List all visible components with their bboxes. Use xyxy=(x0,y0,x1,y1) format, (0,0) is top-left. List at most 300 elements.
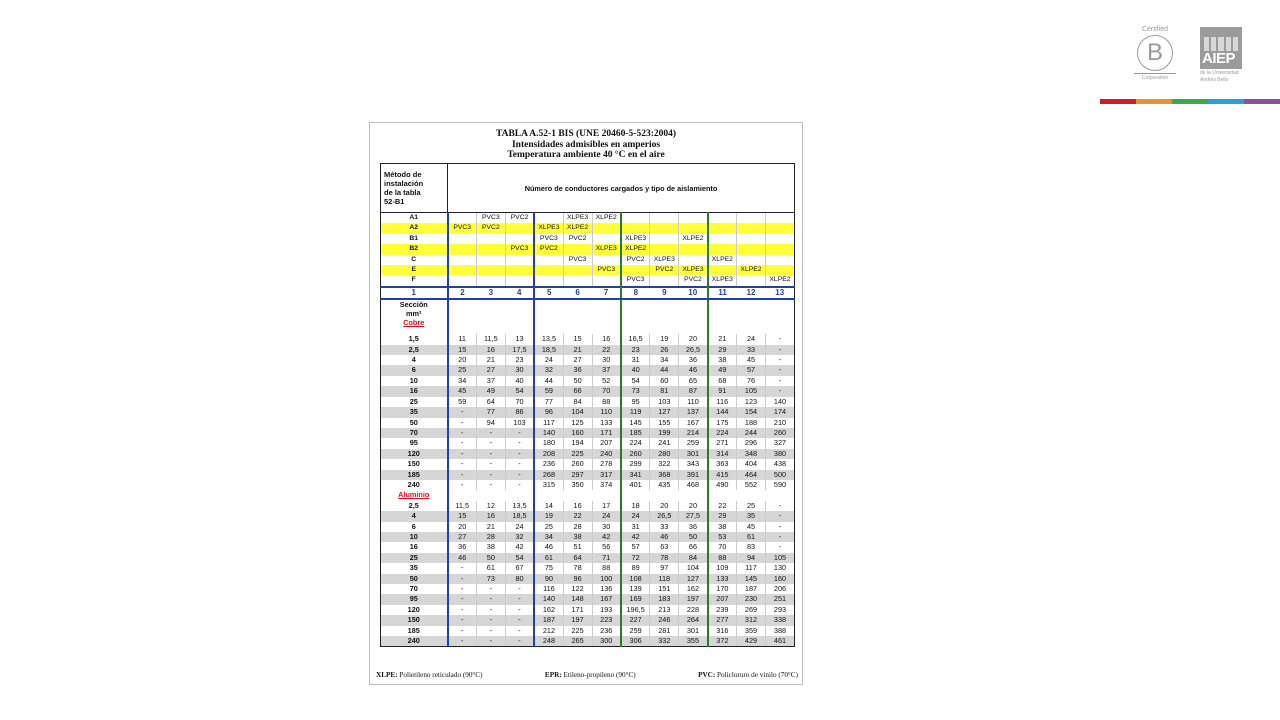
table-cell: 167 xyxy=(592,594,621,604)
table-cell: 4 xyxy=(381,355,448,365)
table-row xyxy=(381,532,795,542)
table-cell: 77 xyxy=(476,407,505,417)
table-cell: 50 xyxy=(679,532,708,542)
table-cell: 46 xyxy=(650,532,679,542)
table-cell: 194 xyxy=(563,438,592,448)
table-cell: 26,5 xyxy=(650,511,679,521)
table-cell xyxy=(448,299,477,334)
table-cell: 171 xyxy=(563,605,592,615)
table-cell: XLPE3 xyxy=(563,213,592,224)
table-cell: 16 xyxy=(476,511,505,521)
table-cell: 108 xyxy=(621,574,650,584)
bcorp-certified-text: Certified xyxy=(1141,26,1169,33)
table-cell: - xyxy=(476,480,505,490)
table-cell: 120 xyxy=(381,449,448,459)
table-cell: E xyxy=(381,265,448,275)
table-cell: 490 xyxy=(708,480,737,490)
table-cell xyxy=(448,490,477,500)
table-cell: 37 xyxy=(592,365,621,375)
table-cell: PVC2 xyxy=(505,213,534,224)
table-cell: 269 xyxy=(737,605,766,615)
table-cell: 20 xyxy=(679,501,708,511)
table-cell: 42 xyxy=(592,532,621,542)
table-cell: 29 xyxy=(708,511,737,521)
table-cell xyxy=(708,213,737,224)
table-cell: 380 xyxy=(765,449,794,459)
table-cell: 50 xyxy=(563,376,592,386)
table-cell: 84 xyxy=(563,397,592,407)
table-cell: - xyxy=(448,480,477,490)
table-cell: PVC3 xyxy=(505,244,534,254)
table-cell: - xyxy=(505,470,534,480)
table-cell xyxy=(621,223,650,233)
table-cell: 25 xyxy=(381,397,448,407)
table-cell: 240 xyxy=(592,449,621,459)
table-cell: 16 xyxy=(381,386,448,396)
table-cell xyxy=(765,223,794,233)
table-cell: 167 xyxy=(679,418,708,428)
table-cell: 24 xyxy=(621,511,650,521)
table-cell: 24 xyxy=(534,355,563,365)
table-cell: 70 xyxy=(381,584,448,594)
bcorp-b-icon: B xyxy=(1137,35,1173,71)
table-cell xyxy=(534,255,563,265)
table-cell: - xyxy=(476,605,505,615)
table-cell: 81 xyxy=(650,386,679,396)
table-row xyxy=(381,428,795,438)
table-cell: - xyxy=(448,428,477,438)
copper-label: Cobre xyxy=(403,318,425,328)
table-cell: 67 xyxy=(505,563,534,573)
table-cell: 4 xyxy=(505,287,534,299)
table-cell: 10 xyxy=(381,532,448,542)
table-cell: 4 xyxy=(381,511,448,521)
table-cell: 21 xyxy=(563,345,592,355)
table-row xyxy=(381,407,795,417)
table-cell: 139 xyxy=(621,584,650,594)
table-row xyxy=(381,376,795,386)
table-row xyxy=(381,615,795,625)
table-row xyxy=(381,594,795,604)
table-cell: - xyxy=(765,355,794,365)
table-cell: 53 xyxy=(708,532,737,542)
table-cell: 306 xyxy=(621,636,650,647)
table-cell xyxy=(679,255,708,265)
table-cell: - xyxy=(765,345,794,355)
table-cell: 30 xyxy=(505,365,534,375)
table-cell: - xyxy=(505,584,534,594)
table-cell: 29 xyxy=(708,345,737,355)
table-cell xyxy=(563,299,592,334)
table-cell: 73 xyxy=(476,574,505,584)
table-cell: 388 xyxy=(765,626,794,636)
table-cell: 103 xyxy=(505,418,534,428)
table-row xyxy=(381,584,795,594)
table-cell: PVC3 xyxy=(476,213,505,224)
table-cell: XLPE2 xyxy=(592,213,621,224)
table-cell: 197 xyxy=(679,594,708,604)
table-cell: 415 xyxy=(708,470,737,480)
table-cell xyxy=(476,490,505,500)
table-cell: 66 xyxy=(563,386,592,396)
table-cell: 91 xyxy=(708,386,737,396)
table-cell: - xyxy=(476,594,505,604)
table-cell: 42 xyxy=(621,532,650,542)
table-cell: 25 xyxy=(737,501,766,511)
table-cell: 259 xyxy=(679,438,708,448)
table-cell: 133 xyxy=(708,574,737,584)
table-cell: 160 xyxy=(563,428,592,438)
table-cell xyxy=(765,244,794,254)
table-cell: 22 xyxy=(592,345,621,355)
table-cell: 27 xyxy=(476,365,505,375)
table-cell: 196,5 xyxy=(621,605,650,615)
table-cell: 464 xyxy=(737,470,766,480)
table-cell: 19 xyxy=(650,334,679,344)
table-cell: 391 xyxy=(679,470,708,480)
table-cell: 140 xyxy=(534,594,563,604)
table-cell: PVC2 xyxy=(650,265,679,275)
table-row xyxy=(381,636,795,647)
table-cell: 15 xyxy=(448,511,477,521)
table-cell: 271 xyxy=(708,438,737,448)
table-cell: 122 xyxy=(563,584,592,594)
table-cell xyxy=(476,255,505,265)
table-cell xyxy=(621,490,650,500)
method-row xyxy=(381,213,795,224)
table-cell: 37 xyxy=(476,376,505,386)
table-cell: 105 xyxy=(765,553,794,563)
table-cell: 18,5 xyxy=(534,345,563,355)
table-cell xyxy=(534,490,563,500)
table-cell: 61 xyxy=(737,532,766,542)
table-cell: 278 xyxy=(592,459,621,469)
table-cell xyxy=(679,490,708,500)
table-cell: 104 xyxy=(679,563,708,573)
table-cell: 127 xyxy=(650,407,679,417)
table-cell: 80 xyxy=(505,574,534,584)
table-cell xyxy=(563,275,592,286)
table-row xyxy=(381,470,795,480)
table-row xyxy=(381,501,795,511)
table-cell: 2,5 xyxy=(381,501,448,511)
table-cell: - xyxy=(505,626,534,636)
table-cell: 17 xyxy=(592,501,621,511)
accent-color-bar xyxy=(1100,99,1280,104)
table-row xyxy=(381,522,795,532)
table-cell: 174 xyxy=(765,407,794,417)
table-cell: PVC3 xyxy=(534,234,563,244)
table-row xyxy=(381,459,795,469)
table-cell xyxy=(765,490,794,500)
table-cell: XLPE2 xyxy=(737,265,766,275)
table-cell: PVC3 xyxy=(592,265,621,275)
table-cell: 227 xyxy=(621,615,650,625)
table-cell: 162 xyxy=(534,605,563,615)
table-cell: - xyxy=(448,459,477,469)
table-cell: 40 xyxy=(505,376,534,386)
table-cell: 70 xyxy=(708,542,737,552)
table-cell xyxy=(505,223,534,233)
table-cell: 54 xyxy=(621,376,650,386)
table-cell: 468 xyxy=(679,480,708,490)
table-cell: 27,5 xyxy=(679,511,708,521)
table-cell xyxy=(650,213,679,224)
table-cell xyxy=(679,244,708,254)
table-cell: B1 xyxy=(381,234,448,244)
table-cell: 49 xyxy=(708,365,737,375)
table-cell: 15 xyxy=(563,334,592,344)
table-cell xyxy=(505,234,534,244)
table-row xyxy=(381,542,795,552)
table-cell: 28 xyxy=(476,532,505,542)
table-cell: - xyxy=(505,615,534,625)
table-cell xyxy=(621,265,650,275)
table-cell: 34 xyxy=(448,376,477,386)
table-cell xyxy=(505,265,534,275)
table-cell: 70 xyxy=(592,386,621,396)
table-cell xyxy=(476,299,505,334)
table-row xyxy=(381,605,795,615)
table-cell: 20 xyxy=(448,355,477,365)
table-cell: 193 xyxy=(592,605,621,615)
table-cell: 49 xyxy=(476,386,505,396)
table-cell: 16 xyxy=(381,542,448,552)
table-cell: 210 xyxy=(765,418,794,428)
table-cell: 116 xyxy=(708,397,737,407)
table-cell: 11 xyxy=(448,334,477,344)
table-cell: 170 xyxy=(708,584,737,594)
table-cell: 317 xyxy=(592,470,621,480)
table-cell: - xyxy=(476,459,505,469)
table-row xyxy=(381,386,795,396)
table-cell xyxy=(679,213,708,224)
bcorp-logo xyxy=(1134,26,1176,84)
table-cell xyxy=(505,299,534,334)
table-cell: 6 xyxy=(563,287,592,299)
table-cell: 241 xyxy=(650,438,679,448)
table-cell: 1 xyxy=(381,287,448,299)
table-cell: 50 xyxy=(476,553,505,563)
table-cell: 30 xyxy=(592,522,621,532)
table-cell: 78 xyxy=(563,563,592,573)
table-cell xyxy=(592,299,621,334)
aiep-sub2: Andrés Bello xyxy=(1200,77,1229,83)
table-cell: 17,5 xyxy=(505,345,534,355)
table-cell: PVC2 xyxy=(621,255,650,265)
table-cell: 187 xyxy=(534,615,563,625)
table-cell: 13,5 xyxy=(505,501,534,511)
table-cell: A2 xyxy=(381,223,448,233)
table-cell: 97 xyxy=(650,563,679,573)
table-cell: 35 xyxy=(381,407,448,417)
table-cell: 150 xyxy=(381,459,448,469)
table-cell: 96 xyxy=(563,574,592,584)
table-cell: - xyxy=(765,376,794,386)
table-cell: XLPE2 xyxy=(708,255,737,265)
table-cell: 438 xyxy=(765,459,794,469)
table-row xyxy=(381,397,795,407)
table-cell: 212 xyxy=(534,626,563,636)
table-cell: 297 xyxy=(563,470,592,480)
table-cell: 314 xyxy=(708,449,737,459)
table-cell: 246 xyxy=(650,615,679,625)
table-title xyxy=(370,129,802,161)
table-cell: 185 xyxy=(381,470,448,480)
table-cell: 38 xyxy=(708,355,737,365)
table-cell: 244 xyxy=(737,428,766,438)
table-cell: 44 xyxy=(650,365,679,375)
table-cell: 169 xyxy=(621,594,650,604)
table-cell: 88 xyxy=(592,563,621,573)
table-cell: - xyxy=(765,365,794,375)
table-cell: 45 xyxy=(737,355,766,365)
table-cell: 175 xyxy=(708,418,737,428)
table-cell xyxy=(476,265,505,275)
table-cell: XLPE3 xyxy=(708,275,737,286)
table-cell: 21 xyxy=(476,522,505,532)
table-cell: 119 xyxy=(621,407,650,417)
table-cell: 88 xyxy=(708,553,737,563)
table-cell: 20 xyxy=(650,501,679,511)
section-label: Sección xyxy=(399,300,428,310)
table-cell: 27 xyxy=(448,532,477,542)
table-cell: - xyxy=(476,449,505,459)
column-number-row xyxy=(381,287,795,299)
table-cell: 50 xyxy=(381,574,448,584)
table-cell: 25 xyxy=(448,365,477,375)
table-row xyxy=(381,449,795,459)
table-cell: 140 xyxy=(534,428,563,438)
table-cell: 35 xyxy=(737,511,766,521)
table-cell: 10 xyxy=(381,376,448,386)
aiep-sub1: de la Universidad xyxy=(1200,70,1239,76)
table-cell: 110 xyxy=(592,407,621,417)
table-cell: - xyxy=(448,584,477,594)
table-cell: 429 xyxy=(737,636,766,647)
table-cell xyxy=(563,265,592,275)
table-cell: 125 xyxy=(563,418,592,428)
method-row xyxy=(381,234,795,244)
table-cell: - xyxy=(505,449,534,459)
table-cell: 144 xyxy=(708,407,737,417)
section-unit: mm² xyxy=(406,309,422,319)
table-cell: 315 xyxy=(534,480,563,490)
table-cell: 251 xyxy=(765,594,794,604)
table-cell: 40 xyxy=(621,365,650,375)
table-cell: 70 xyxy=(381,428,448,438)
table-cell: - xyxy=(505,438,534,448)
table-cell xyxy=(505,490,534,500)
header-method-cell: Método de instalación de la tabla 52-B1 xyxy=(381,164,448,213)
table-cell: 18,5 xyxy=(505,511,534,521)
table-row xyxy=(381,345,795,355)
table-cell: 236 xyxy=(534,459,563,469)
table-row xyxy=(381,553,795,563)
table-cell: 64 xyxy=(476,397,505,407)
table-cell: 83 xyxy=(737,542,766,552)
table-cell: 160 xyxy=(765,574,794,584)
table-cell: 355 xyxy=(679,636,708,647)
table-cell xyxy=(592,223,621,233)
table-cell: 280 xyxy=(650,449,679,459)
table-cell: 38 xyxy=(708,522,737,532)
table-cell: 327 xyxy=(765,438,794,448)
aluminium-label-row xyxy=(381,490,795,500)
table-cell: 16 xyxy=(563,501,592,511)
table-cell: 54 xyxy=(505,386,534,396)
table-cell: 94 xyxy=(737,553,766,563)
table-cell: 46 xyxy=(679,365,708,375)
table-cell: 60 xyxy=(650,376,679,386)
table-cell: 225 xyxy=(563,449,592,459)
table-cell: 116 xyxy=(534,584,563,594)
table-cell: 3 xyxy=(476,287,505,299)
table-cell: 24 xyxy=(592,511,621,521)
table-cell xyxy=(708,265,737,275)
table-cell: XLPE2 xyxy=(563,223,592,233)
table-cell: 73 xyxy=(621,386,650,396)
table-cell xyxy=(534,299,563,334)
title-line-2: Intensidades admisibles en amperios xyxy=(511,139,661,150)
aluminium-label-cell xyxy=(381,490,448,500)
table-cell: 96 xyxy=(534,407,563,417)
table-cell: - xyxy=(448,615,477,625)
table-cell: 104 xyxy=(563,407,592,417)
table-cell: 230 xyxy=(737,594,766,604)
table-cell: 45 xyxy=(737,522,766,532)
table-cell: - xyxy=(448,636,477,647)
table-cell: 57 xyxy=(621,542,650,552)
table-cell: 21 xyxy=(708,334,737,344)
table-cell: 18 xyxy=(621,501,650,511)
table-cell: 34 xyxy=(650,355,679,365)
table-cell: 38 xyxy=(476,542,505,552)
table-cell: 63 xyxy=(650,542,679,552)
table-cell: 2 xyxy=(448,287,477,299)
table-cell: 236 xyxy=(592,626,621,636)
table-cell: 133 xyxy=(592,418,621,428)
table-cell xyxy=(448,213,477,224)
table-cell: XLPE3 xyxy=(679,265,708,275)
table-cell: 35 xyxy=(381,563,448,573)
table-cell: 343 xyxy=(679,459,708,469)
table-cell: 110 xyxy=(679,397,708,407)
table-cell: 100 xyxy=(592,574,621,584)
table-cell: 137 xyxy=(679,407,708,417)
table-cell: 70 xyxy=(505,397,534,407)
table-cell: 8 xyxy=(621,287,650,299)
table-cell xyxy=(708,234,737,244)
table-cell: 296 xyxy=(737,438,766,448)
title-line-1: TABLA A.52-1 BIS (UNE 20460-5-523:2004) xyxy=(495,129,677,139)
table-cell: PVC2 xyxy=(563,234,592,244)
table-cell: 214 xyxy=(679,428,708,438)
table-cell: - xyxy=(448,449,477,459)
table-cell xyxy=(534,275,563,286)
table-cell: 61 xyxy=(534,553,563,563)
table-cell: 61 xyxy=(476,563,505,573)
table-cell: 103 xyxy=(650,397,679,407)
table-cell: 213 xyxy=(650,605,679,615)
table-cell: 30 xyxy=(592,355,621,365)
table-cell: - xyxy=(476,584,505,594)
table-cell: 31 xyxy=(621,355,650,365)
table-cell: 316 xyxy=(708,626,737,636)
table-cell: 259 xyxy=(621,626,650,636)
table-cell: - xyxy=(448,594,477,604)
table-cell: 301 xyxy=(679,626,708,636)
